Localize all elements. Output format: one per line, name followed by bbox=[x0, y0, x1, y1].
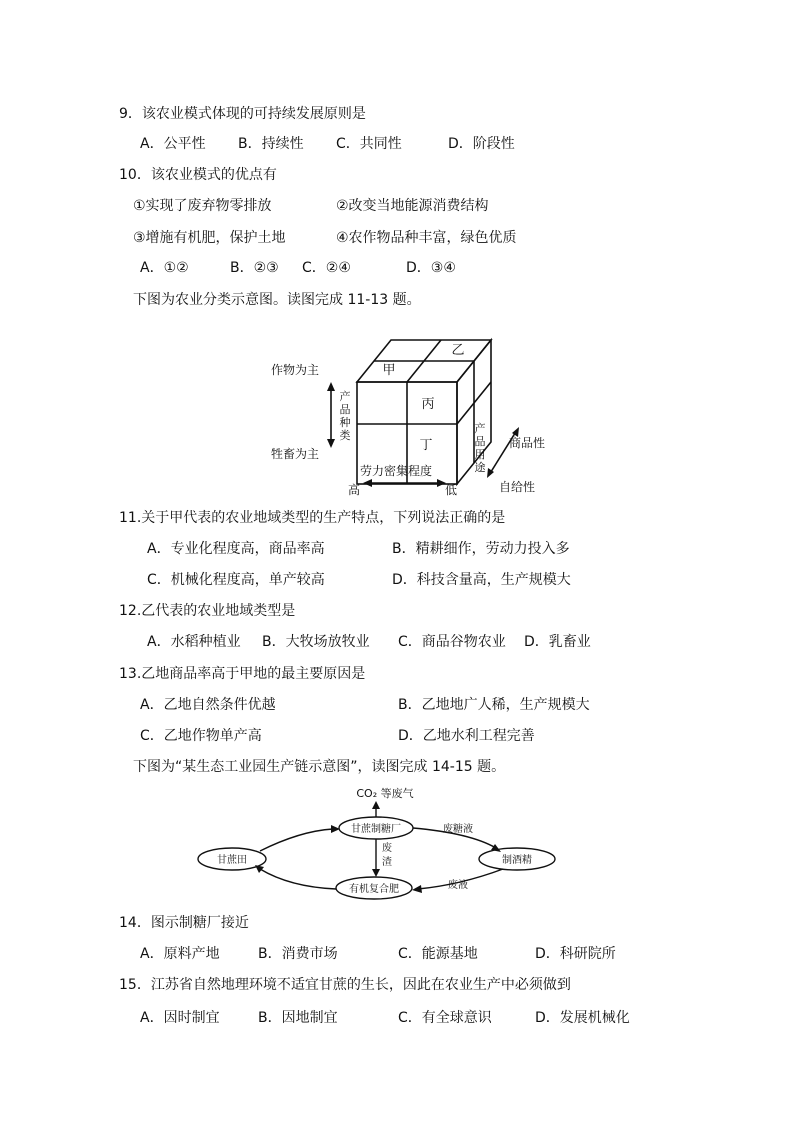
q11-stem: 11.关于甲代表的农业地域类型的生产特点，下列说法正确的是 bbox=[119, 510, 506, 526]
q11-option-c: C．机械化程度高，单产较高 bbox=[147, 572, 325, 588]
q11-option-d: D．科技含量高，生产规模大 bbox=[392, 572, 571, 588]
sugarcane-field-node: 甘蔗田 bbox=[217, 855, 247, 866]
q10-item-3: ③增施有机肥，保护土地 bbox=[133, 230, 286, 246]
cell-ding: 丁 bbox=[419, 438, 433, 453]
cell-yi: 乙 bbox=[451, 343, 465, 358]
product-use-axis-label: 产品用途 bbox=[474, 422, 486, 474]
q11-option-a: A．专业化程度高，商品率高 bbox=[147, 541, 325, 557]
q14-stem: 14．图示制糖厂接近 bbox=[119, 915, 249, 931]
q12-option-c: C．商品谷物农业 bbox=[398, 634, 506, 650]
alcohol-node: 制酒精 bbox=[502, 855, 532, 866]
eco-industrial-park-chain-figure bbox=[0, 785, 794, 905]
intro-14-15: 下图为“某生态工业园生产链示意图”，读图完成 14-15 题。 bbox=[133, 759, 506, 775]
q10-option-d: D．③④ bbox=[406, 260, 456, 276]
co2-exhaust-label: CO₂ 等废气 bbox=[356, 787, 414, 800]
q14-option-b: B．消费市场 bbox=[258, 946, 338, 962]
q13-option-a: A．乙地自然条件优越 bbox=[140, 697, 276, 713]
waste-liquid-label: 废液 bbox=[448, 880, 468, 891]
intro-11-13: 下图为农业分类示意图。读图完成 11-13 题。 bbox=[133, 292, 421, 308]
q13-option-c: C．乙地作物单产高 bbox=[140, 728, 262, 744]
q14-option-d: D．科研院所 bbox=[535, 946, 616, 962]
market-label: 商品性 bbox=[509, 436, 546, 450]
q13-stem: 13.乙地商品率高于甲地的最主要原因是 bbox=[119, 666, 366, 682]
q9-option-a: A．公平性 bbox=[140, 136, 206, 152]
q11-option-b: B．精耕细作，劳动力投入多 bbox=[392, 541, 570, 557]
q10-option-a: A．①② bbox=[140, 260, 189, 276]
q15-option-c: C．有全球意识 bbox=[398, 1010, 492, 1026]
cell-jia: 甲 bbox=[382, 363, 396, 378]
q14-option-a: A．原料产地 bbox=[140, 946, 220, 962]
q9-option-b: B．持续性 bbox=[238, 136, 304, 152]
q12-option-a: A．水稻种植业 bbox=[147, 634, 241, 650]
q12-option-d: D．乳畜业 bbox=[524, 634, 591, 650]
fertilizer-node: 有机复合肥 bbox=[349, 884, 399, 895]
q15-stem: 15．江苏省自然地理环境不适宜甘蔗的生长，因此在农业生产中必须做到 bbox=[119, 977, 571, 993]
crop-dominant-label: 作物为主 bbox=[271, 363, 320, 377]
cell-bing: 丙 bbox=[421, 397, 435, 412]
q15-option-d: D．发展机械化 bbox=[535, 1010, 630, 1026]
high-label: 高 bbox=[347, 483, 361, 497]
q14-option-c: C．能源基地 bbox=[398, 946, 478, 962]
q9-stem: 9．该农业模式体现的可持续发展原则是 bbox=[119, 106, 366, 122]
livestock-dominant-label: 牲畜为主 bbox=[271, 447, 320, 461]
molasses-label: 废糖液 bbox=[443, 824, 473, 835]
q10-item-4: ④农作物品种丰富，绿色优质 bbox=[336, 230, 517, 246]
q10-item-2: ②改变当地能源消费结构 bbox=[336, 198, 489, 214]
self-sufficient-label: 自给性 bbox=[499, 480, 536, 494]
q9-option-d: D．阶段性 bbox=[448, 136, 515, 152]
q15-option-a: A．因时制宜 bbox=[140, 1010, 220, 1026]
q12-stem: 12.乙代表的农业地域类型是 bbox=[119, 603, 296, 619]
q15-option-b: B．因地制宜 bbox=[258, 1010, 338, 1026]
q10-stem: 10．该农业模式的优点有 bbox=[119, 167, 277, 183]
q13-option-b: B．乙地地广人稀，生产规模大 bbox=[398, 697, 590, 713]
product-type-axis-label: 产品种类 bbox=[339, 390, 351, 442]
low-label: 低 bbox=[444, 483, 458, 497]
residue-label: 废渣 bbox=[382, 843, 392, 868]
q10-item-1: ①实现了废弃物零排放 bbox=[133, 198, 272, 214]
labor-intensity-label: 劳力密集程度 bbox=[359, 464, 433, 478]
sugar-factory-node: 甘蔗制糖厂 bbox=[351, 824, 401, 835]
q13-option-d: D．乙地水利工程完善 bbox=[398, 728, 535, 744]
q10-option-b: B．②③ bbox=[230, 260, 279, 276]
q10-option-c: C．②④ bbox=[302, 260, 351, 276]
q12-option-b: B．大牧场放牧业 bbox=[262, 634, 370, 650]
q9-option-c: C．共同性 bbox=[336, 136, 402, 152]
agriculture-classification-figure bbox=[0, 320, 794, 510]
